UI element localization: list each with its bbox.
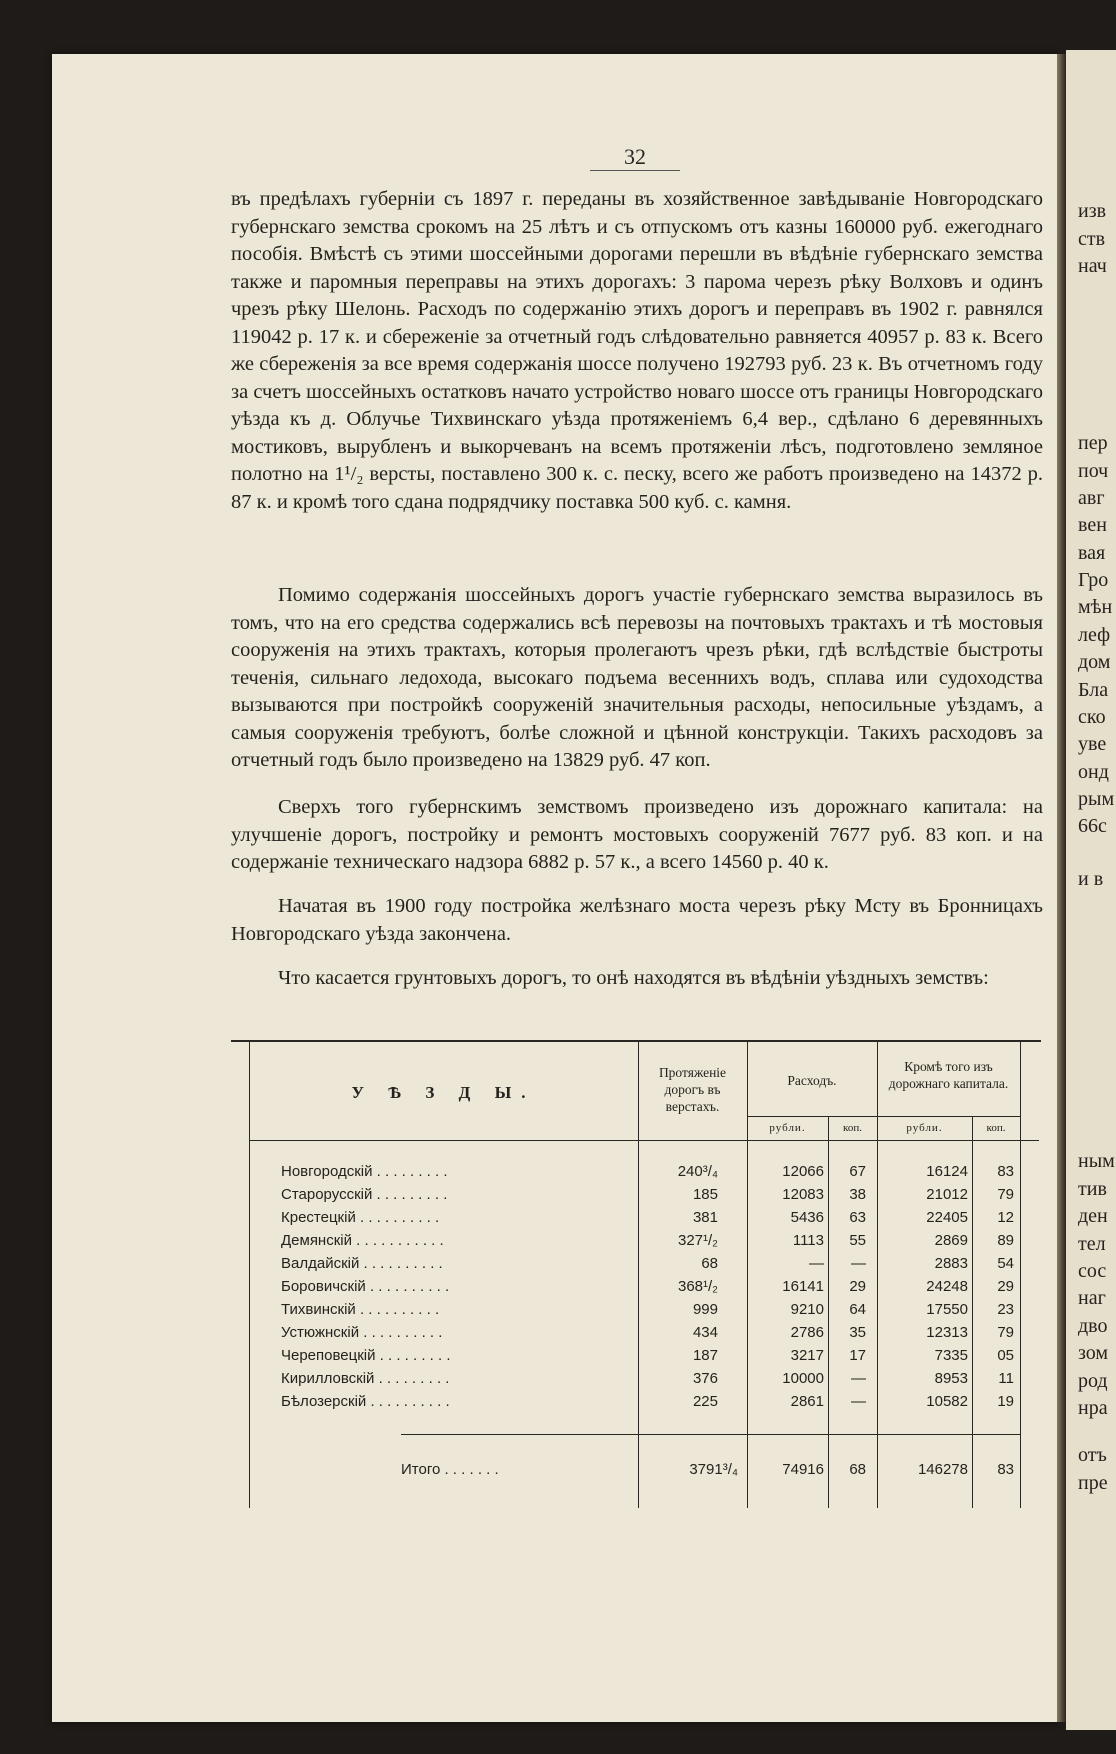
header-capital: Кромѣ того изъ дорожнаго капитала. (888, 1059, 1009, 1091)
next-page-fragment: зом (1078, 1342, 1109, 1364)
row-name: Кирилловскій . . . . . . . . . (281, 1370, 450, 1387)
header-kop: коп. (843, 1122, 862, 1134)
next-page-fragment: поч (1078, 460, 1109, 482)
row-kop: — (851, 1393, 866, 1410)
row-name: Тихвинскій . . . . . . . . . . (281, 1301, 440, 1318)
next-page-fragment: уве (1078, 733, 1107, 755)
next-page-fragment: дво (1078, 1315, 1108, 1337)
page-gutter (1057, 54, 1066, 1722)
next-page-fragment: отъ (1078, 1444, 1107, 1466)
row-rub-2: 7335 (934, 1347, 968, 1364)
row-rub-2: 21012 (926, 1186, 968, 1203)
row-rub: 16141 (782, 1278, 824, 1295)
row-kop: 29 (849, 1278, 866, 1295)
next-page-fragment: 66с (1078, 815, 1107, 837)
header-length: Протяженіе дорогъ въ верстахъ. (658, 1065, 727, 1114)
paragraph-3 (231, 794, 1043, 877)
total-kop: 68 (849, 1461, 866, 1478)
row-rub: 9210 (790, 1301, 824, 1318)
row-kop-2: 29 (997, 1278, 1014, 1295)
row-length: 368¹/₂ (677, 1278, 718, 1295)
row-kop: 17 (849, 1347, 866, 1364)
total-rub-2: 146278 (917, 1461, 968, 1478)
row-name: Валдайскій . . . . . . . . . . (281, 1255, 443, 1272)
row-kop-2: 83 (997, 1163, 1014, 1180)
row-kop-2: 05 (997, 1347, 1014, 1364)
next-page-fragment: и в (1078, 868, 1104, 890)
next-page-fragment: Гро (1078, 569, 1109, 591)
row-name: Демянскій . . . . . . . . . . . (281, 1232, 444, 1249)
next-page-fragment: сос (1078, 1260, 1107, 1282)
next-page-fragment: вая (1078, 542, 1106, 564)
row-rub: — (809, 1255, 824, 1272)
subheader-rule (747, 1116, 1020, 1117)
paragraph-4 (231, 893, 1043, 948)
page-number: 32 (590, 144, 680, 171)
row-length: 999 (692, 1301, 718, 1318)
row-kop: 63 (849, 1209, 866, 1226)
row-kop-2: 23 (997, 1301, 1014, 1318)
paragraph-2-text: Помимо содержанія шоссейныхъ дорогъ участіе губернскаго земства выразилось въ томъ, что на его средства содержались всѣ перевозы на почтовыхъ трактахъ и тѣ мостовыя сооруженія на этихъ трактахъ, которыя пролегаютъ чрезъ рѣки, гдѣ вслѣдствіе быстроты теченія, сильнаго ледохода, высокаго подъема весеннихъ водъ, сплава или судоходства вызываются при постройкѣ сооруженій значительныя расходы, непосильные уѣздамъ, а самыя сооруженія требуютъ, болѣе сложной и цѣнной конструкціи. Такихъ расходовъ за отчетный годъ было произведено на 13829 руб. 47 коп. (231, 584, 1043, 771)
row-kop-2: 11 (998, 1370, 1014, 1387)
row-kop: 55 (849, 1232, 866, 1249)
row-rub: 12083 (782, 1186, 824, 1203)
row-rub-2: 8953 (934, 1370, 968, 1387)
row-kop: 67 (849, 1163, 866, 1180)
next-page-fragment: дом (1078, 651, 1111, 673)
row-kop: 35 (849, 1324, 866, 1341)
row-length: 434 (692, 1324, 718, 1341)
header-rub-2: рубли. (906, 1122, 943, 1134)
table-row (231, 1163, 1041, 1185)
next-page-fragment: нра (1078, 1397, 1108, 1419)
row-kop-2: 79 (997, 1186, 1014, 1203)
total-rub: 74916 (782, 1461, 824, 1478)
row-rub: 1113 (792, 1232, 824, 1249)
row-rub-2: 16124 (926, 1163, 968, 1180)
row-kop: 64 (849, 1301, 866, 1318)
next-page-fragment: нач (1078, 255, 1107, 277)
next-page-fragment: ско (1078, 706, 1106, 728)
header-bottom-rule (249, 1140, 1039, 1141)
paragraph-4-text: Начатая въ 1900 году постройка желѣзнаго моста черезъ рѣку Мсту въ Бронницахъ Новгородскаго уѣзда закончена. (231, 895, 1043, 945)
row-name: Череповецкій . . . . . . . . . (281, 1347, 451, 1364)
header-kop-2: коп. (986, 1122, 1006, 1134)
next-page-fragment: онд (1078, 761, 1109, 783)
row-kop: — (851, 1370, 866, 1387)
row-kop: — (851, 1255, 866, 1272)
row-rub-2: 12313 (926, 1324, 968, 1341)
next-page-fragment: авг (1078, 487, 1105, 509)
table-row (231, 1186, 1041, 1208)
paragraph-2 (231, 582, 1043, 775)
table-row (231, 1370, 1041, 1392)
row-kop: 38 (849, 1186, 866, 1203)
row-rub: 3217 (790, 1347, 824, 1364)
row-rub: 5436 (790, 1209, 824, 1226)
next-page-fragment: леф (1078, 624, 1111, 646)
row-name: Новгородскій . . . . . . . . . (281, 1163, 448, 1180)
next-page-fragment: изв (1078, 200, 1107, 222)
row-rub: 10000 (782, 1370, 824, 1387)
next-page-fragment: пер (1078, 432, 1108, 454)
row-kop-2: 89 (997, 1232, 1014, 1249)
row-rub-2: 2869 (934, 1232, 968, 1249)
paragraph-1-text: въ предѣлахъ губерніи съ 1897 г. переданы въ хозяйственное завѣдываніе Новгородскаго губернскаго земства срокомъ на 25 лѣтъ и съ отпускомъ отъ казны 160000 руб. ежегоднаго пособія. Вмѣстѣ съ этими шоссейными дорогами перешли въ вѣдѣніе губернскаго земства также и паромныя переправы на этихъ дорогахъ: 3 парома черезъ рѣку Волховъ и одинъ чрезъ рѣку Шелонь. Расходъ по содержанію этихъ дорогъ и переправъ въ 1902 г. равнялся 119042 р. 17 к. и сбереженіе за отчетный годъ слѣдовательно равняется 40957 р. 83 к. Всего же сбереженія за все время содержанія шоссе получено 192793 руб. 23 к. Въ отчетномъ году за счетъ шоссейныхъ остатковъ начато устройство новаго шоссе отъ границы Новгородскаго уѣзда къ д. Облучье Тихвинскаго уѣзда протяженіемъ 6,4 вер., сдѣлано 6 деревянныхъ мостиковъ, вырубленъ и выкорчеванъ на всемъ протяженіи лѣсъ, подготовлено земляное полотно на 1¹/₂ версты, поставлено 300 к. с. песку, всего же работъ произведено на 14372 р. 87 к. и кромѣ того сдана подрядчику поставка 500 куб. с. камня. (231, 188, 1043, 513)
next-page-fragment: мѣн (1078, 596, 1113, 618)
row-name: Крестецкій . . . . . . . . . . (281, 1209, 440, 1226)
row-kop-2: 12 (997, 1209, 1014, 1226)
table-total-row (231, 1461, 1041, 1483)
row-rub-2: 22405 (926, 1209, 968, 1226)
row-rub-2: 2883 (934, 1255, 968, 1272)
table-row (231, 1209, 1041, 1231)
header-uezdy: У Ѣ З Д Ы. (351, 1083, 536, 1102)
row-rub-2: 17550 (926, 1301, 968, 1318)
total-length: 3791³/₄ (689, 1461, 738, 1478)
row-length: 187 (692, 1347, 718, 1364)
table-row (231, 1301, 1041, 1323)
next-page-fragment: наг (1078, 1287, 1106, 1309)
next-page-fragment: рым (1078, 788, 1115, 810)
total-kop-2: 83 (997, 1461, 1014, 1478)
row-rub: 2786 (790, 1324, 824, 1341)
paragraph-3-text: Сверхъ того губернскимъ земствомъ произведено изъ дорожнаго капитала: на улучшеніе дорогъ, постройку и ремонтъ мостовыхъ сооруженій 7677 руб. 83 коп. и на содержаніе техническаго надзора 6882 р. 57 к., а всего 14560 р. 40 к. (231, 796, 1043, 873)
row-length: 376 (692, 1370, 718, 1387)
header-expense: Расходъ. (787, 1073, 837, 1088)
paragraph-5 (231, 965, 1043, 993)
row-length: 68 (701, 1255, 718, 1272)
table-row (231, 1278, 1041, 1300)
table-row (231, 1347, 1041, 1369)
row-length: 240³/₄ (677, 1163, 718, 1180)
paragraph-5-text: Что касается грунтовыхъ дорогъ, то онѣ находятся въ вѣдѣніи уѣздныхъ земствъ: (278, 967, 989, 989)
header-rub: рубли. (769, 1122, 806, 1134)
next-page-fragment: тел (1078, 1233, 1106, 1255)
row-length: 225 (692, 1393, 718, 1410)
row-name: Устюжнскій . . . . . . . . . . (281, 1324, 443, 1341)
row-name: Боровичскій . . . . . . . . . . (281, 1278, 450, 1295)
next-page-fragment: пре (1078, 1472, 1108, 1494)
table-row (231, 1393, 1041, 1415)
total-label: Итого . . . . . . . (401, 1461, 499, 1478)
total-rule (401, 1434, 1021, 1435)
next-page-fragment: ств (1078, 228, 1106, 250)
next-page-fragment: вен (1078, 514, 1107, 536)
next-page-fragment: ным (1078, 1150, 1115, 1172)
next-page-fragment: род (1078, 1370, 1108, 1392)
row-kop-2: 79 (997, 1324, 1014, 1341)
row-length: 327¹/₂ (677, 1232, 718, 1249)
row-name: Бѣлозерскій . . . . . . . . . . (281, 1393, 450, 1410)
table-row (231, 1324, 1041, 1346)
row-rub-2: 24248 (926, 1278, 968, 1295)
row-kop-2: 54 (997, 1255, 1014, 1272)
row-name: Старорусскій . . . . . . . . . (281, 1186, 448, 1203)
table-row (231, 1255, 1041, 1277)
row-length: 185 (692, 1186, 718, 1203)
table-row (231, 1232, 1041, 1254)
row-rub-2: 10582 (926, 1393, 968, 1410)
row-kop-2: 19 (997, 1393, 1014, 1410)
row-rub: 12066 (782, 1163, 824, 1180)
roads-table (231, 1040, 1041, 1508)
paragraph-1 (231, 186, 1043, 516)
row-rub: 2861 (790, 1393, 824, 1410)
next-page-fragment: Бла (1078, 679, 1109, 701)
row-length: 381 (692, 1209, 718, 1226)
next-page-fragment: тив (1078, 1178, 1107, 1200)
table-top-rule (231, 1040, 1041, 1042)
next-page-fragment: ден (1078, 1205, 1108, 1227)
